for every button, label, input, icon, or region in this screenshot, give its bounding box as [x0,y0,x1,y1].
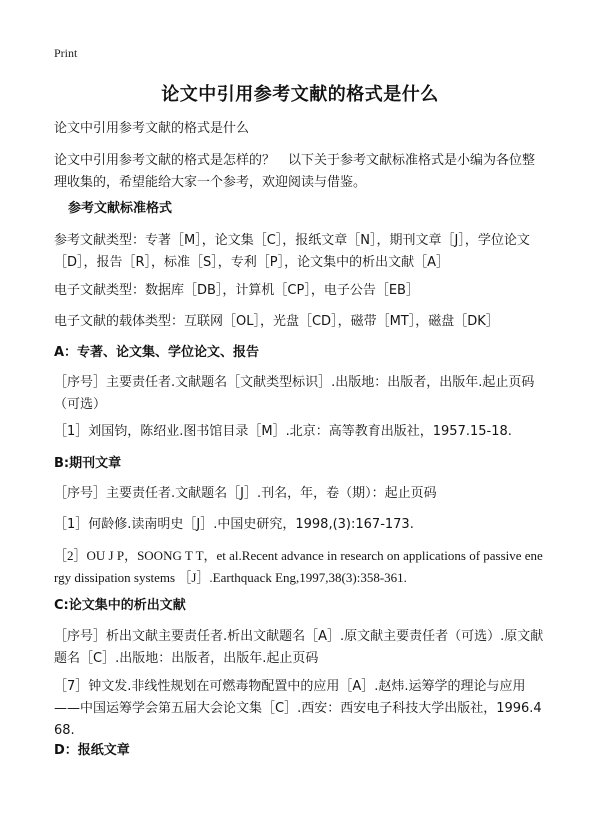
intro-paragraph: 论文中引用参考文献的格式是怎样的？ 以下关于参考文献标准格式是小编为各位整理收集的，希望能给大家一个参考，欢迎阅读与借鉴。 [54,153,536,190]
section-heading-c: C:论文集中的析出文献 [54,598,186,613]
section-c-format: ［序号］析出文献主要责任者.析出文献题名［A］.原文献主要责任者（可选）.原文献题名［C］.出版地：出版者，出版年.起止页码 [54,629,544,666]
section-c-example: ［7］钟文发.非线性规划在可燃毒物配置中的应用［A］.赵炜.运筹学的理论与应用——中国运筹学会第五届大会论文集［C］.西安：西安电子科技大学出版社，1996.468. [54,679,542,738]
section-heading-standard: 参考文献标准格式 [68,201,173,216]
section-heading-a: A：专著、论文集、学位论文、报告 [54,345,260,360]
subtitle-paragraph: 论文中引用参考文献的格式是什么 [54,121,250,136]
print-label: Print [54,46,78,60]
carrier-types-paragraph: 电子文献的载体类型：互联网［OL］，光盘［CD］，磁带［MT］，磁盘［DK］ [54,314,499,329]
section-a-example: ［1］刘国钧，陈绍业.图书馆目录［M］.北京：高等教育出版社，1957.15-18. [54,424,512,439]
section-b-example-2: ［2］OU J P，SOONG T T，et al.Recent advance in research on applications of passive energy dissipation systems ［J］.Earthquack Eng,1997,38(3):358-361. [54,548,543,585]
section-heading-b: B:期刊文章 [54,456,122,471]
reference-types-paragraph: 参考文献类型：专著［M］，论文集［C］，报纸文章［N］，期刊文章［J］，学位论文［D］，报告［R］，标准［S］，专利［P］，论文集中的析出文献［A］ [54,233,530,270]
section-heading-d: D：报纸文章 [54,743,130,758]
page-title: 论文中引用参考文献的格式是什么 [161,84,439,105]
section-b-example-1: ［1］何龄修.读南明史［J］.中国史研究，1998,(3):167-173. [54,517,414,532]
electronic-types-paragraph: 电子文献类型：数据库［DB］，计算机［CP］，电子公告［EB］ [54,283,419,298]
section-a-format: ［序号］主要责任者.文献题名［文献类型标识］.出版地：出版者，出版年.起止页码（可选） [54,375,535,412]
section-b-format: ［序号］主要责任者.文献题名［J］.刊名，年，卷（期）：起止页码 [54,486,437,501]
